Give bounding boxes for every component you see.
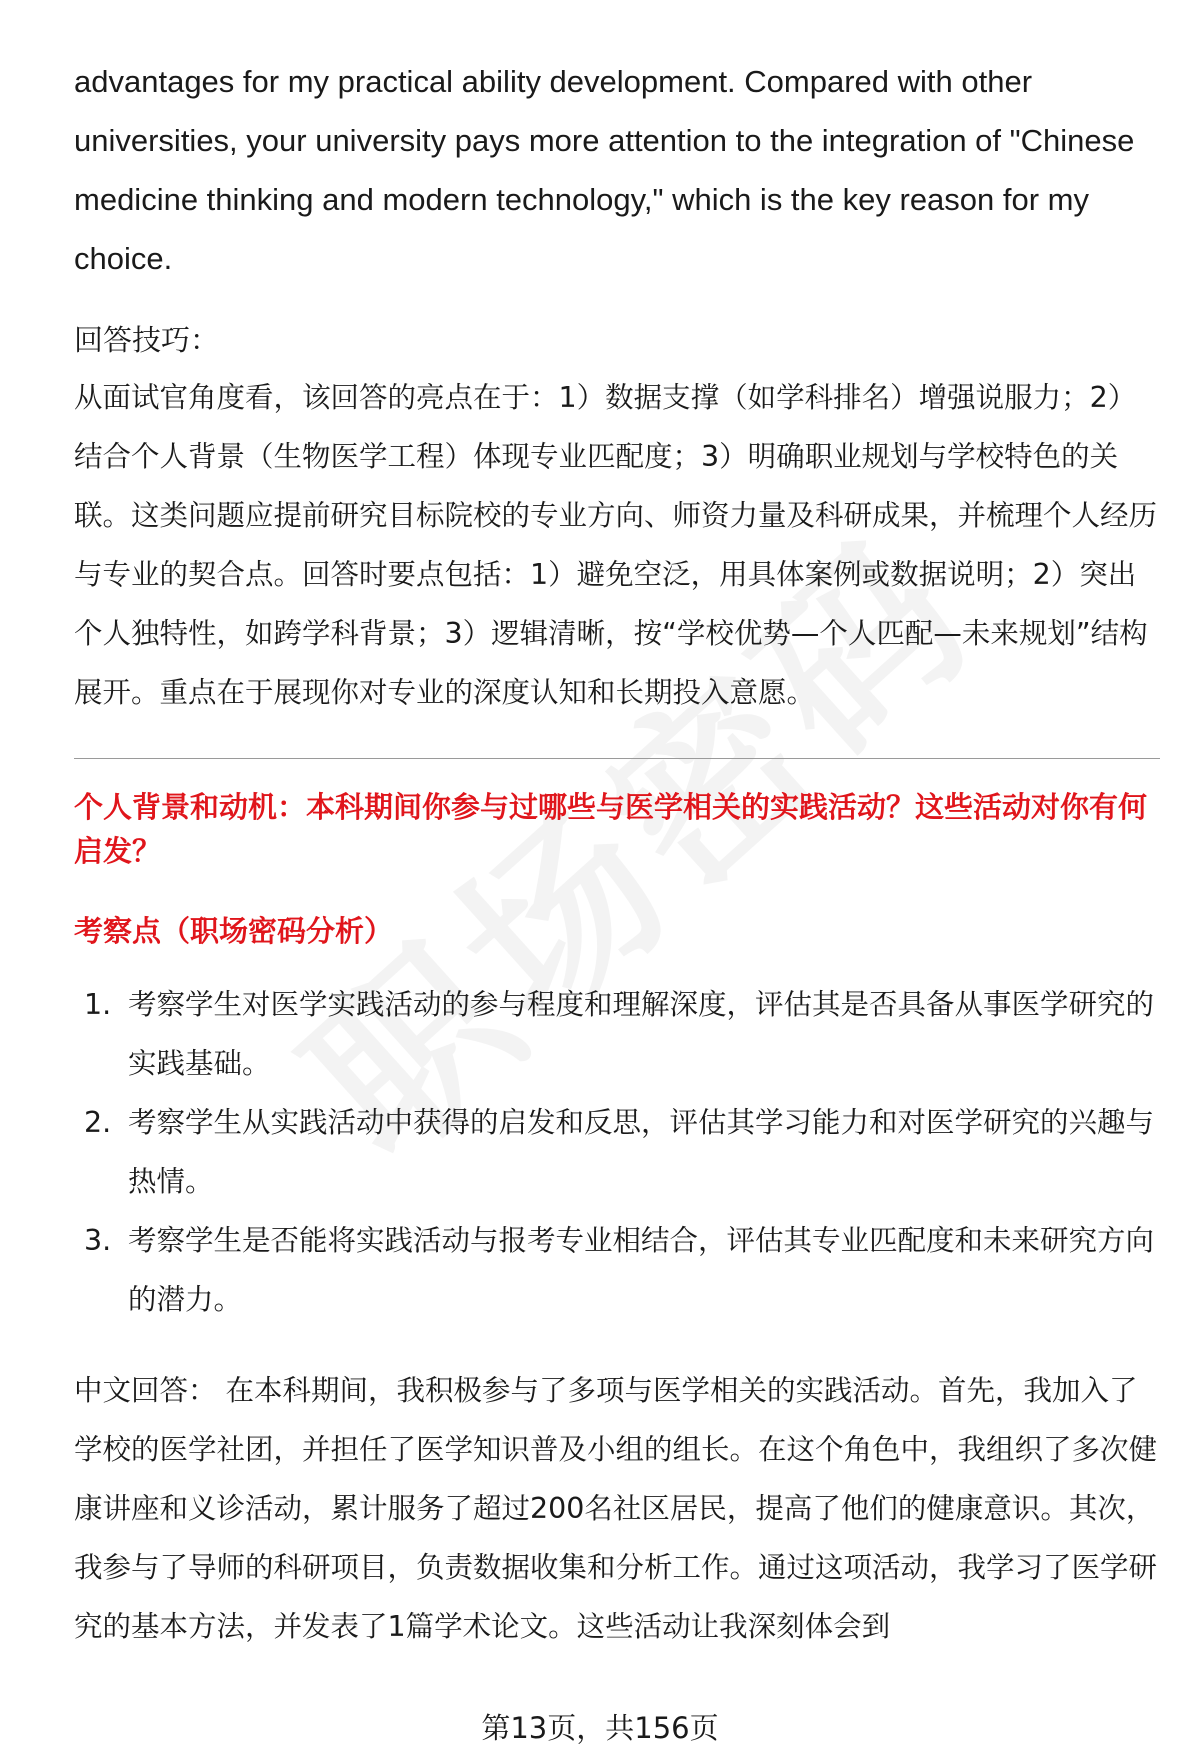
page-number-footer: 第13页，共156页: [481, 1711, 719, 1745]
list-item-text: 考察学生是否能将实践活动与报考专业相结合，评估其专业匹配度和未来研究方向的潜力。: [128, 1224, 1155, 1316]
question-heading: 个人背景和动机：本科期间你参与过哪些与医学相关的实践活动？这些活动对你有何启发？: [74, 790, 1148, 868]
list-item-number: 2.: [84, 1106, 112, 1139]
document-page: [74, 52, 1160, 1656]
list-item-number: 1.: [84, 988, 112, 1021]
list-item-text: 考察学生从实践活动中获得的启发和反思，评估其学习能力和对医学研究的兴趣与热情。: [128, 1106, 1155, 1198]
list-item-number: 3.: [84, 1224, 112, 1257]
english-answer-paragraph: advantages for my practical ability development. Compared with other universities, your university pays more attention to the integration of "Chinese medicine thinking and modern technology," which is the key reason for my choice.: [74, 64, 1135, 276]
tips-title: 回答技巧：: [74, 323, 220, 357]
chinese-answer-paragraph: 中文回答： 在本科期间，我积极参与了多项与医学相关的实践活动。首先，我加入了学校的医学社团，并担任了医学知识普及小组的组长。在这个角色中，我组织了多次健康讲座和义诊活动，累计服务了超过200名社区居民，提高了他们的健康意识。其次，我参与了导师的科研项目，负责数据收集和分析工作。通过这项活动，我学习了医学研究的基本方法，并发表了1篇学术论文。这些活动让我深刻体会到: [74, 1374, 1158, 1643]
tips-body: 从面试官角度看，该回答的亮点在于：1）数据支撑（如学科排名）增强说服力；2）结合个人背景（生物医学工程）体现专业匹配度；3）明确职业规划与学校特色的关联。这类问题应提前研究目标院校的专业方向、师资力量及科研成果，并梳理个人经历与专业的契合点。回答时要点包括：1）避免空泛，用具体案例或数据说明；2）突出个人独特性，如跨学科背景；3）逻辑清晰，按“学校优势—个人匹配—未来规划”结构展开。重点在于展现你对专业的深度认知和长期投入意愿。: [74, 381, 1158, 709]
section-divider: [74, 758, 1160, 759]
assessment-points-list: [74, 975, 1160, 1329]
assessment-points-title: 考察点（职场密码分析）: [74, 914, 394, 948]
list-item: [74, 975, 1160, 1093]
list-item: [74, 1093, 1160, 1211]
list-item-text: 考察学生对医学实践活动的参与程度和理解深度，评估其是否具备从事医学研究的实践基础。: [128, 988, 1155, 1080]
list-item: [74, 1211, 1160, 1329]
